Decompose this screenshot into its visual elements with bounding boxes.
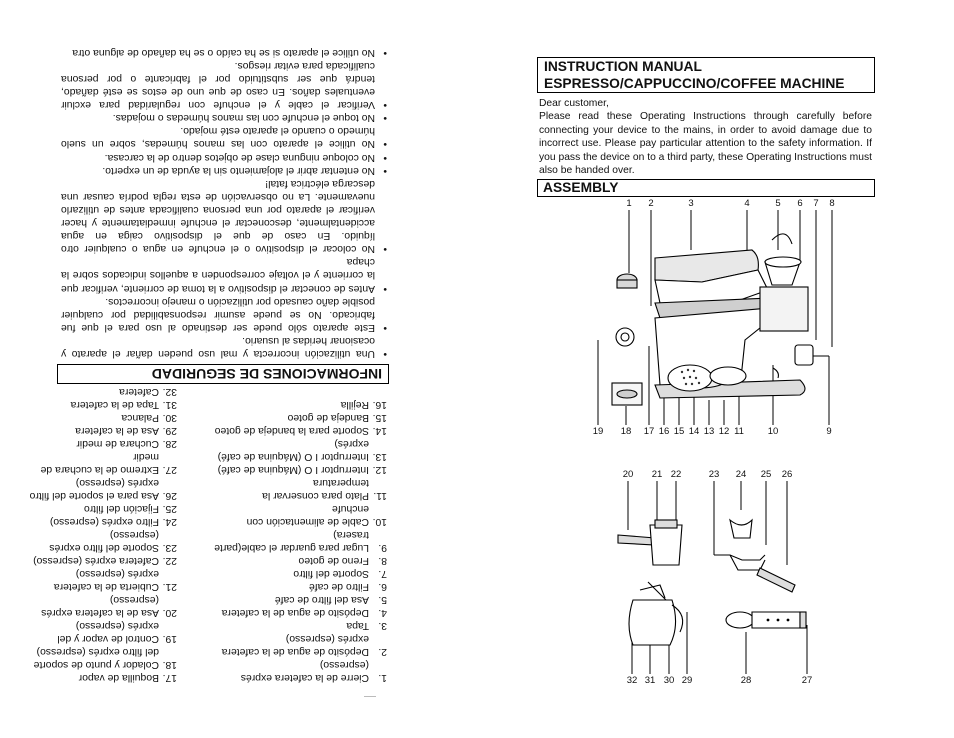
part-line: Cafetera — [119, 386, 159, 397]
part-line: Tapa — [346, 620, 369, 631]
label-4: 4 — [744, 198, 750, 209]
part-line: Palanca — [121, 412, 159, 423]
safety-bullet: • No coloque ninguna clase de objetos dentro de la carcasa. — [61, 151, 389, 164]
label-16: 16 — [658, 426, 670, 437]
part-line: exprés (espresso) — [285, 633, 369, 644]
safety-bullet: • No ententar abrir el alojamiento sin la ayuda de un experto. — [61, 164, 389, 177]
part-number: 5. — [378, 594, 387, 605]
part-number: 32. — [162, 386, 177, 397]
part-number: 4. — [378, 607, 387, 618]
label-24: 24 — [735, 469, 747, 480]
part-line: exprés) — [334, 438, 369, 449]
part-line: (espresso) — [109, 594, 159, 605]
safety-bullet: • Este aparato sólo puede ser destinado al uso para el que fue fabricado. No se puede asumir responsabilidad por cualquier posible daño causado por utilización o manejo incorrectos. — [61, 295, 389, 334]
part-number: 23. — [162, 542, 177, 553]
assembly-heading: ASSEMBLY — [543, 180, 619, 195]
label-19: 19 — [592, 426, 604, 437]
label-20: 20 — [622, 469, 634, 480]
part-number: 28. — [162, 438, 177, 449]
part-line: Cuchara de medir — [76, 438, 159, 449]
part-number: 7. — [378, 568, 387, 579]
part-line: Colador y punto de soporte — [33, 659, 159, 670]
label-23: 23 — [708, 469, 720, 480]
part-number: 29. — [162, 425, 177, 436]
greeting: Dear customer, — [539, 98, 609, 109]
label-32: 32 — [626, 675, 638, 686]
label-30: 30 — [663, 675, 675, 686]
part-line: Depósito de agua de la cafetera — [221, 607, 369, 618]
part-line: Cubierta de la cafetera — [53, 581, 159, 592]
part-number: 26. — [162, 490, 177, 501]
part-number: 17. — [162, 672, 177, 683]
manual-subtitle: ESPRESSO/CAPPUCCINO/COFFEE MACHINE — [544, 76, 845, 91]
label-29: 29 — [681, 675, 693, 686]
safety-bullet: • Antes de conectar el dispositivo a la toma de corriente, verificar que la corriente y el voltaje corresponden a aquellos indicados sobre la chapa — [61, 255, 389, 294]
part-number: 9. — [378, 542, 387, 553]
part-line: enchufe — [332, 503, 369, 514]
part-line: del filtro exprés (espresso) — [36, 646, 159, 657]
safety-bullet: • No toque el enchufe con las manos húmedas o mojadas. — [61, 111, 389, 124]
label-12: 12 — [718, 426, 730, 437]
part-line: Soporte del filtro — [293, 568, 369, 579]
part-line: Tapa de la cafetera — [70, 399, 159, 410]
part-line: exprés (espresso) — [75, 568, 159, 579]
part-line: Depósito de agua de la cafetera — [221, 646, 369, 657]
safety-bullet: • No colocar el dispositivo o el enchufe en agua o cualquier otro líquido. En caso de que el dispositivo caiga en agua accidentalmente, desconectar el enchufe inmediatamente y hacer verificar el aparato por una persona cualificada antes de utilizarlo nuevamente. La no observación de esta regla podría causar una descarga eléctrica fatal! — [61, 177, 389, 256]
part-line: Asa del filtro de café — [274, 594, 369, 605]
part-line: Freno de goteo — [298, 555, 369, 566]
label-14: 14 — [688, 426, 700, 437]
safety-bullet: • Una utilización incorrecta y mal uso pueden dañar el aparato y ocasionar heridas al usuario. — [61, 334, 389, 360]
part-number: 20. — [162, 607, 177, 618]
part-line: Fijación del filtro — [83, 503, 159, 514]
part-line: Lugar para guardar el cable(parte — [214, 542, 369, 553]
part-number: 1. — [378, 672, 387, 683]
part-number: 22. — [162, 555, 177, 566]
part-number: 3. — [378, 620, 387, 631]
label-9: 9 — [826, 426, 832, 437]
part-line: Interruptor I O (Máquina de café) — [217, 451, 369, 462]
part-line: exprés (espresso) — [75, 620, 159, 631]
part-number: 11. — [373, 490, 387, 501]
part-number: 27. — [162, 464, 177, 475]
part-line: Cable de alimentación con — [246, 516, 369, 527]
label-13: 13 — [703, 426, 715, 437]
part-number: 10. — [372, 516, 387, 527]
label-6: 6 — [797, 198, 803, 209]
label-28: 28 — [740, 675, 752, 686]
part-line: (espresso) — [319, 659, 369, 670]
part-line: exprés (espresso) — [75, 477, 159, 488]
part-line: Asa de la cafetera exprés — [41, 607, 159, 618]
part-line: Rejilla — [340, 399, 369, 410]
label-17: 17 — [643, 426, 655, 437]
part-line: (espresso) — [109, 529, 159, 540]
part-line: Bandeja de goteo — [287, 412, 369, 423]
safety-bullet: • Verificar el cable y el enchufe con regularidad para excluir eventuales daños. En caso de que uno de estos se esté dañado, tendrá que ser substituido por el fabricante o por persona cualificada para evitar riesgos. — [61, 59, 389, 111]
part-number: 25. — [162, 503, 177, 514]
part-number: 12. — [372, 464, 387, 475]
part-line: Asa de la cafetera — [75, 425, 159, 436]
intro-paragraph: Please read these Operating Instructions through carefully before connecting your device to the mains, in order to avoid damage due to incorrect use. Please pay particular attention to the safety information. If you pass the device on to a third party, these Operating Instructions must also be handed over. — [539, 111, 872, 177]
part-line: Control de vapor y del — [57, 633, 159, 644]
part-line: Plato para conservar la — [262, 490, 369, 501]
part-number: 31. — [162, 399, 177, 410]
label-27: 27 — [801, 675, 813, 686]
label-26: 26 — [781, 469, 793, 480]
label-1: 1 — [626, 198, 632, 209]
part-line: Filtro exprés (espresso) — [49, 516, 159, 527]
part-line: Asa para el soporte del filtro — [29, 490, 159, 501]
part-line: Extremo de la cuchara de medir — [40, 451, 159, 475]
label-8: 8 — [829, 198, 835, 209]
part-number: 8. — [378, 555, 387, 566]
label-7: 7 — [813, 198, 819, 209]
label-5: 5 — [775, 198, 781, 209]
label-15: 15 — [673, 426, 685, 437]
part-number: 24. — [162, 516, 177, 527]
safety-bullet: • No utilice el aparato si se ha caído o se ha dañado de alguna otra — [61, 46, 389, 59]
manual-title: INSTRUCTION MANUAL — [544, 59, 702, 74]
part-line: Soporte del filtro exprés — [49, 542, 159, 553]
label-22: 22 — [670, 469, 682, 480]
part-line: Filtro de café — [308, 581, 369, 592]
safety-bullet: • No utilice el aparato con las manos húmedas, sobre un suelo húmedo o cuando el aparato esté mojado. — [61, 124, 389, 150]
part-line: Cierre de la cafetera exprés — [240, 672, 369, 683]
part-number: 15. — [372, 412, 387, 423]
part-number: 6. — [378, 581, 387, 592]
part-line: Interruptor I O (Máquina de café) — [217, 464, 369, 475]
part-number: 2. — [378, 646, 387, 657]
label-18: 18 — [620, 426, 632, 437]
label-25: 25 — [760, 469, 772, 480]
part-line: Boquilla de vapor — [78, 672, 159, 683]
machine-body — [612, 234, 813, 405]
part-line: trasera) — [333, 529, 369, 540]
label-21: 21 — [651, 469, 663, 480]
label-2: 2 — [648, 198, 654, 209]
part-number: 13. — [372, 451, 387, 462]
part-number: 16. — [372, 399, 387, 410]
part-line: temperatura — [312, 477, 369, 488]
part-line: Cafetera exprés (espresso) — [33, 555, 159, 566]
label-3: 3 — [688, 198, 694, 209]
part-line: Soporte para la bandeja de goteo — [214, 425, 369, 436]
part-number: 21. — [162, 581, 177, 592]
label-10: 10 — [767, 426, 779, 437]
label-11: 11 — [734, 426, 744, 437]
part-number: 30. — [162, 412, 177, 423]
label-31: 31 — [644, 675, 656, 686]
accessories — [618, 520, 806, 645]
part-number: 18. — [162, 659, 177, 670]
part-number: 19. — [162, 633, 177, 644]
part-number: 14. — [372, 425, 387, 436]
safety-title: INFORMACIONES DE SEGURIDAD — [151, 366, 382, 382]
